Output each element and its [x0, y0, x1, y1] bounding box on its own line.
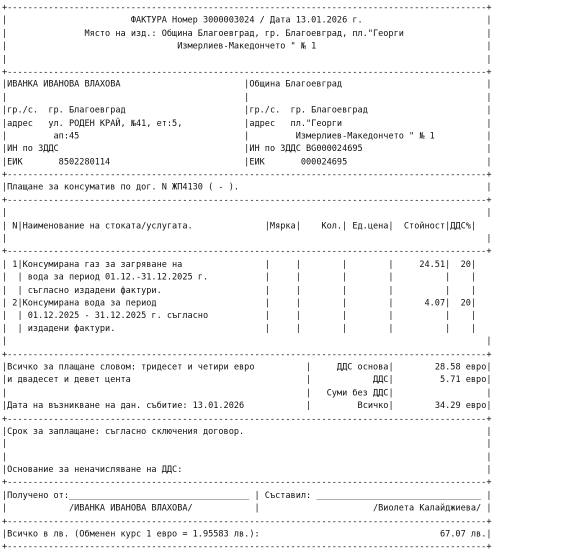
payment-basis: Плащане за консуматив по дог. N ЖП4130 ( - ).	[7, 182, 487, 193]
invoice-line: +---------------------------------------------------------------------------------------------+	[2, 169, 492, 180]
invoice-line: | |	[2, 54, 492, 65]
invoice-line: |Основание за неначисляване на ДДС: |	[2, 465, 492, 475]
seller-address: адрес пл."Георги	[249, 118, 487, 129]
issue-place-line2: Измерлиев-Македончето " № 1	[7, 41, 487, 52]
grand-total-label: Всичко в лв. (Обменен курс 1 евро = 1.95583 лв.):	[7, 529, 415, 540]
invoice-line: |гр./с. гр. Благоевград |гр./с. гр. Благоевград |	[2, 105, 492, 116]
invoice-line: +---------------------------------------------------------------------------------------------+	[2, 2, 492, 13]
invoice-line: | | |	[2, 92, 492, 103]
invoice-line: +---------------------------------------------------------------------------------------------+	[2, 195, 492, 206]
seller-vat: ИН по ЗДДС BG000024695	[249, 144, 487, 154]
invoice-line: |Дата на възникване на дан. събитие: 13.01.2026 | Всичко| 34.29 евро|	[2, 400, 492, 411]
invoice-line: |Плащане за консуматив по дог. N ЖП4130 ( - ). |	[2, 182, 492, 193]
buyer-address-line2: ап:45	[7, 131, 245, 142]
vat-label: ДДС	[311, 375, 389, 385]
total-label: Всичко	[311, 400, 389, 411]
no-vat-reason: Основание за неначисляване на ДДС:	[7, 465, 487, 475]
composed-by-label: Съставил: ________________________________	[259, 490, 487, 501]
invoice-line	[2, 284, 492, 297]
amount-in-words: Всичко за плащане словом: тридесет и четири евро	[7, 362, 307, 373]
invoice-line: |Всичко в лв. (Обменен курс 1 евро = 1.95583 лв.): 67.07 лв.|	[2, 529, 492, 540]
invoice-line: +---------------------------------------------------------------------------------------------+	[2, 246, 492, 257]
amount-in-words-line2: и двадесет и девет цента	[7, 375, 307, 385]
seller-eik: ЕИК 000024695	[249, 156, 487, 167]
invoice-line: | |	[2, 336, 492, 347]
invoice-line: | ФАКТУРА Номер 3000003024 / Дата 13.01.2026 г. |	[2, 15, 492, 26]
invoice-line	[2, 310, 492, 323]
invoice-line: |Всичко за плащане словом: тридесет и четири евро | ДДС основа| 28.58 евро|	[2, 362, 492, 373]
payment-term: Срок за заплащане: съгласно сключения договор.	[7, 426, 487, 437]
no-vat-value	[394, 388, 487, 398]
invoice-line	[2, 323, 492, 336]
invoice-line: +---------------------------------------------------------------------------------------------+	[2, 413, 492, 424]
invoice-line	[2, 297, 492, 310]
table-row-continuation: | | издадени фактури. | | | | | |	[2, 323, 492, 334]
seller-address-line2: Измерлиев-Македончето " № 1	[249, 131, 487, 142]
table-row-continuation: | | 01.12.2025 - 31.12.2025 г. съгласно | | | | | |	[2, 310, 492, 321]
invoice-line: |Получено от:___________________________________ | Съставил: ________________________________ |	[2, 490, 492, 501]
vat-base-value: 28.58 евро	[393, 362, 487, 373]
invoice-line: | |	[2, 208, 492, 219]
invoice-line: |и двадесет и девет цента | ДДС| 5.71 евро|	[2, 375, 492, 385]
invoice-line: +---------------------------------------------------------------------------------------------+	[2, 516, 492, 527]
invoice-line: +---------------------------------------------------------------------------------------------+	[2, 477, 492, 488]
buyer-eik: ЕИК 8502280114	[7, 156, 245, 167]
total-value: 34.29 евро	[393, 400, 487, 411]
invoice-line: | ап:45 | Измерлиев-Македончето " № 1 |	[2, 131, 492, 142]
invoice-line: | Измерлиев-Македончето " № 1 |	[2, 41, 492, 52]
invoice-line: |адрес ул. РОДЕН КРАЙ, №41, ет:5, |адрес пл."Георги |	[2, 118, 492, 129]
invoice-line: +---------------------------------------------------------------------------------------------+	[2, 67, 492, 77]
composed-by-name: /Виолета Калайджиева/	[259, 503, 487, 514]
invoice-line: | | Суми без ДДС| |	[2, 388, 492, 398]
no-vat-label: Суми без ДДС	[311, 388, 389, 398]
seller-name: Община Благоевград	[249, 79, 487, 90]
invoice-line: | Място на изд.: Община Благоевград, гр. Благоевград, пл."Георги |	[2, 28, 492, 39]
table-row-continuation: | | вода за период 01.12.-31.12.2025 г. | | | | | |	[2, 272, 492, 283]
buyer-name: ИВАНКА ИВАНОВА ВЛАХОВА	[7, 79, 245, 90]
invoice-line	[2, 259, 492, 272]
issue-place-line1: Място на изд.: Община Благоевград, гр. Благоевград, пл."Георги	[7, 28, 487, 39]
invoice-line: |ИВАНКА ИВАНОВА ВЛАХОВА |Община Благоевград |	[2, 79, 492, 90]
buyer-vat: ИН по ЗДДС	[7, 144, 245, 154]
invoice-line: +---------------------------------------------------------------------------------------------+	[2, 542, 492, 552]
invoice-line: | |	[2, 233, 492, 244]
invoice-text	[2, 2, 492, 554]
table-row: | 2|Консумирана вода за период | | | | 4.07| 20|	[2, 298, 492, 308]
seller-city: гр./с. гр. Благоевград	[249, 105, 487, 116]
table-row-continuation: | | съгласно издадени фактури. | | | | | |	[2, 285, 492, 296]
invoice-line: |ИН по ЗДДС |ИН по ЗДДС BG000024695 |	[2, 144, 492, 154]
invoice-line: |ЕИК 8502280114 |ЕИК 000024695 |	[2, 156, 492, 167]
received-by-label: Получено от:___________________________________	[7, 490, 255, 501]
tax-event-date: Дата на възникване на дан. събитие: 13.01.2026	[7, 400, 307, 411]
table-header: | N|Наименование на стоката/услугата. |Мярка| Кол.| Ед.цена| Стойност|ДДС%|	[2, 221, 492, 231]
buyer-city: гр./с. гр. Благоевград	[7, 105, 245, 116]
invoice-line: | |	[2, 452, 492, 463]
invoice-line: | /ИВАНКА ИВАНОВА ВЛАХОВА/ | /Виолета Калайджиева/ |	[2, 503, 492, 514]
grand-total-value: 67.07 лв.	[414, 529, 487, 540]
table-row: | 1|Консумирана газ за загряване на | | | | 24.51| 20|	[2, 259, 492, 270]
invoice-line: |Срок за заплащане: съгласно сключения договор. |	[2, 426, 492, 437]
invoice-line: +---------------------------------------------------------------------------------------------+	[2, 349, 492, 360]
invoice-line: | |	[2, 439, 492, 450]
invoice-title: ФАКТУРА Номер 3000003024 / Дата 13.01.2026 г.	[7, 15, 487, 26]
invoice-line	[2, 220, 492, 233]
received-by-name: /ИВАНКА ИВАНОВА ВЛАХОВА/	[7, 503, 255, 514]
invoice-line	[2, 272, 492, 285]
vat-base-label: ДДС основа	[311, 362, 389, 373]
buyer-address: адрес ул. РОДЕН КРАЙ, №41, ет:5,	[7, 118, 245, 129]
vat-value: 5.71 евро	[393, 375, 487, 385]
